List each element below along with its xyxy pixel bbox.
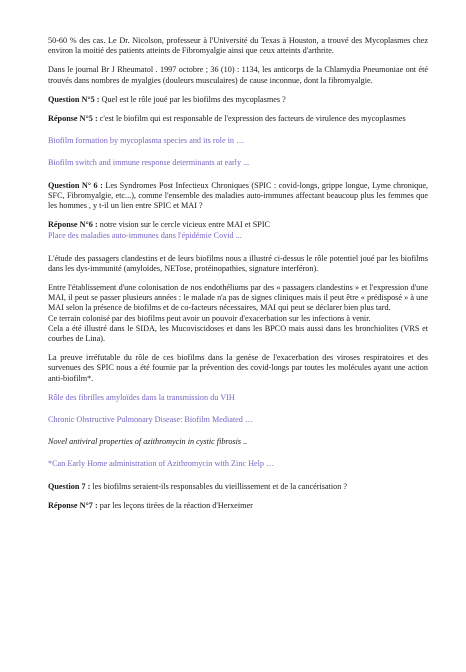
paragraph-preuve-irrefutable: La preuve irréfutable du rôle de ces biofilms dans la genèse de l'exacerbation des viroses respiratoires et des survenues des SPIC nous a été fournie par la prévention des covid-longs par toutes les molécules ayant une action anti-biofilm*. bbox=[48, 353, 428, 383]
paragraph-colonisation-c: Cela a été illustré dans le SIDA, les Mucoviscidoses et dans les BPCO mais aussi dans les bronchiolites (VRS et courbes de Lina). bbox=[48, 323, 428, 344]
paragraph-passagers-clandestins: L'étude des passagers clandestins et de leurs biofilms nous a illustré ci-dessus le rôle potentiel joué par les biofilms dans les dys-immunité (amyloïdes, NETose, protéinopathies, signature interféron). bbox=[48, 253, 428, 273]
paragraph-colonisation-b: Ce terrain colonisé par des biofilms peut avoir un pouvoir d'exacerbation sur les infections à venir. bbox=[48, 313, 371, 323]
answer-7-label: Réponse N°7 : bbox=[48, 500, 98, 510]
link-fibrilles-amyloides-vih[interactable]: Rôle des fibrilles amyloïdes dans la transmission du VIH bbox=[48, 392, 235, 402]
italic-reference-text: Novel antiviral properties of azithromycin in cystic fibrosis .. bbox=[48, 437, 248, 447]
question-6-text: Les Syndromes Post Infectieux Chroniques (SPIC : covid-longs, grippe longue, Lyme chronique, SFC, Fibromyalgie, etc...), comme l'ensemble des maladies auto-immunes affectant beaucoup plus les femmes que les hommes , y t-il un lien entre SPIC et MAI ? bbox=[48, 180, 428, 211]
answer-7-text: par les leçons tirées de la réaction d'Herxeimer bbox=[97, 500, 253, 510]
link-copd-biofilm-mediated[interactable]: Chronic Obstructive Pulmonary Disease: Biofilm Mediated … bbox=[48, 415, 254, 425]
paragraph-br-j-rheumatol: Dans le journal Br J Rheumatol . 1997 octobre ; 36 (10) : 1134, les anticorps de la Chlamydia Pneumoniae ont été trouvés dans nombres de myalgies (douleurs musculaires) de cause inconnue, dont la fibromyalgie. bbox=[48, 65, 428, 85]
question-7 bbox=[48, 482, 428, 492]
link-biofilm-switch-immune-response[interactable]: Biofilm switch and immune response determinants at early ... bbox=[48, 158, 250, 168]
question-6 bbox=[48, 181, 428, 212]
question-7-label: Question 7 : bbox=[48, 481, 91, 491]
paragraph-colonisation bbox=[48, 283, 428, 344]
paragraph-colonisation-a: Entre l'établissement d'une colonisation de nos endothéliums par des « passagers clandestins » et l'expression d'une MAI, il peut se passer plusieurs années : le malade n'a pas de signes cliniques mais il peut être « prédisposé » à une MAI selon la présence de biofilms et de co-facteurs nécessaires, MAI qui peut se déclarer bien plus tard. bbox=[48, 283, 428, 313]
question-5 bbox=[48, 95, 428, 105]
answer-5 bbox=[48, 114, 428, 124]
question-7-text: les biofilms seraient-ils responsables du vieillissement et de la cancérisation ? bbox=[90, 481, 348, 491]
question-6-label: Question N° 6 : bbox=[48, 180, 103, 190]
answer-6-text: notre vision sur le cercle vicieux entre MAI et SPIC bbox=[97, 220, 271, 230]
link-maladies-auto-immunes-covid[interactable]: Place des maladies auto-immunes dans l'épidémie Covid ... bbox=[48, 231, 242, 241]
answer-5-text: c'est le biofilm qui est responsable de l'expression des facteurs de virulence des mycoplasmes bbox=[97, 114, 406, 124]
question-5-text: Quel est le rôle joué par les biofilms des mycoplasmes ? bbox=[99, 94, 286, 104]
answer-6 bbox=[48, 220, 428, 230]
answer-6-label: Réponse N°6 : bbox=[48, 220, 98, 230]
question-5-label: Question N°5 : bbox=[48, 94, 100, 104]
link-biofilm-formation-mycoplasma[interactable]: Biofilm formation by mycoplasma species and its role in … bbox=[48, 136, 245, 146]
italic-reference-azithromycin bbox=[48, 437, 428, 447]
answer-5-label: Réponse N°5 : bbox=[48, 114, 98, 124]
link-early-home-azithromycin-zinc[interactable]: *Can Early Home administration of Azithromycin with Zinc Help … bbox=[48, 459, 275, 469]
paragraph-nicolson: 50-60 % des cas. Le Dr. Nicolson, professeur à l'Université du Texas à Houston, a trouvé des Mycoplasmes chez environ la moitié des patients atteints de Fibromyalgie ainsi que ceux atteints d'arthrite. bbox=[48, 36, 428, 56]
answer-7 bbox=[48, 501, 428, 511]
